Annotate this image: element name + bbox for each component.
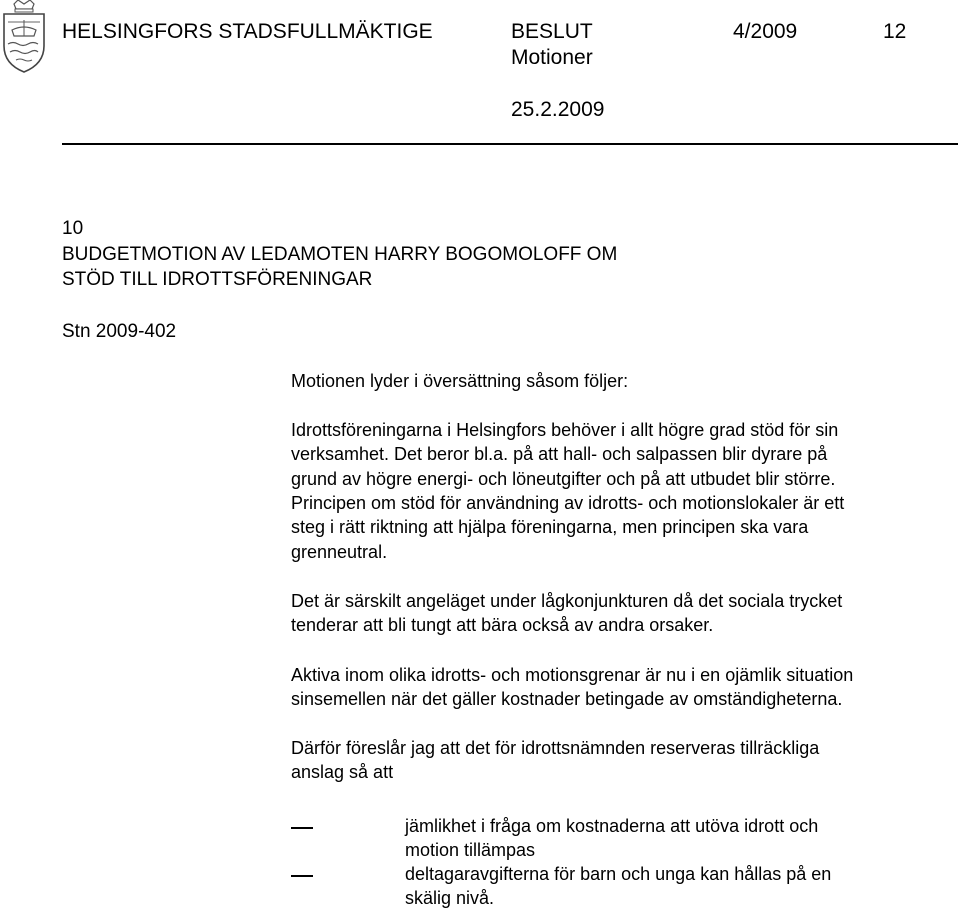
paragraph-1-line: grenneutral.: [291, 542, 388, 562]
paragraph-3-line: Aktiva inom olika idrotts- och motionsgrenar är nu i en ojämlik situation: [291, 665, 854, 685]
header-doc-type: BESLUT: [511, 20, 593, 43]
bullet-2-line1: deltagaravgifterna för barn och unga kan hållas på en: [405, 864, 832, 884]
paragraph-2-line: tenderar att bli tungt att bära också av andra orsaker.: [291, 615, 714, 635]
paragraph-2-line: Det är särskilt angeläget under lågkonjunkturen då det sociala trycket: [291, 591, 843, 611]
header-date: 25.2.2009: [511, 98, 605, 121]
header-organization: HELSINGFORS STADSFULLMÄKTIGE: [62, 20, 433, 43]
intro-text: Motionen lyder i översättning såsom följer:: [291, 371, 629, 391]
bullet-1-line2: motion tillämpas: [405, 840, 536, 860]
item-number: 10: [62, 218, 84, 239]
paragraph-1-line: steg i rätt riktning att hjälpa föreningarna, men principen ska vara: [291, 517, 809, 537]
header-page-number: 12: [883, 20, 907, 43]
bullet-dash: [291, 875, 313, 877]
helsinki-crest-icon: [2, 0, 46, 74]
paragraph-4-line: anslag så att: [291, 762, 394, 782]
item-reference: Stn 2009-402: [62, 321, 177, 342]
item-title-line2: STÖD TILL IDROTTSFÖRENINGAR: [62, 269, 373, 290]
item-title-line1: BUDGETMOTION AV LEDAMOTEN HARRY BOGOMOLOFF OM: [62, 244, 618, 265]
paragraph-1-line: verksamhet. Det beror bl.a. på att hall- och salpassen blir dyrare på: [291, 444, 828, 464]
paragraph-1-line: Idrottsföreningarna i Helsingfors behöver i allt högre grad stöd för sin: [291, 420, 839, 440]
bullet-2-line2: skälig nivå.: [405, 888, 495, 908]
paragraph-3-line: sinsemellen när det gäller kostnader betingade av omständigheterna.: [291, 689, 843, 709]
header-section: Motioner: [511, 46, 593, 69]
header-divider: [62, 143, 958, 145]
bullet-1-line1: jämlikhet i fråga om kostnaderna att utöva idrott och: [405, 816, 819, 836]
paragraph-4-line: Därför föreslår jag att det för idrottsnämnden reserveras tillräckliga: [291, 738, 820, 758]
paragraph-1-line: grund av högre energi- och löneutgifter och på att utbudet blir större.: [291, 469, 836, 489]
bullet-dash: [291, 827, 313, 829]
paragraph-1-line: Principen om stöd för användning av idrotts- och motionslokaler är ett: [291, 493, 845, 513]
header-issue: 4/2009: [733, 20, 798, 43]
